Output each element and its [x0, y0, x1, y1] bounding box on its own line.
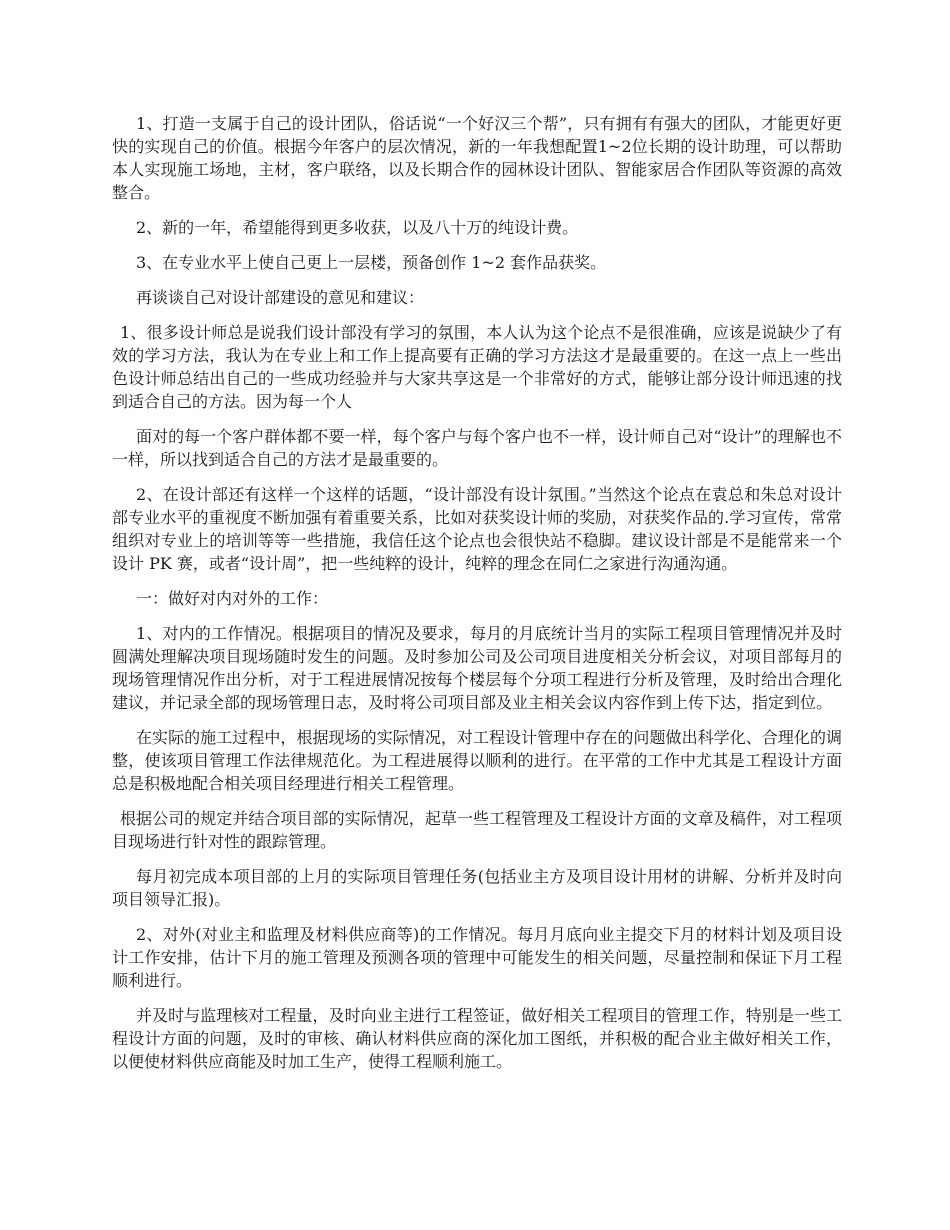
paragraph-suggestions-heading: 再谈谈自己对设计部建设的意见和建议： — [136, 288, 425, 307]
paragraph-award-goal: 3、在专业水平上使自己更上一层楼，预备创作 1~2 套作品获奖。 — [136, 253, 607, 272]
paragraph-client-groups: 面对的每一个客户群体都不要一样，每个客户与每个客户也不一样，设计师自己对“设计”的理解也不一样，所以找到适合自己的方法才是最重要的。 — [112, 427, 842, 469]
paragraph-internal-work: 1、对内的工作情况。根据项目的情况及要求，每月的月底统计当月的实际工程项目管理情况并及时圆满处理解决项目现场随时发生的问题。及时参加公司及公司项目进度相关分析会议，对项目部每月的现场管理情况作出分析，对于工程进展情况按每个楼层每个分项工程进行分析及管理，及时给出合理化建议，并记录全部的现场管理日志，及时将公司项目部及业主相关会议内容作到上传下达，指定到位。 — [112, 624, 842, 712]
paragraph-construction-process: 在实际的施工过程中，根据现场的实际情况，对工程设计管理中存在的问题做出科学化、合理化的调整，使该项目管理工作法律规范化。为工程进展得以顺利的进行。在平常的工作中尤其是工程设计方面总是积极地配合相关项目经理进行相关工程管理。 — [112, 728, 842, 793]
paragraph-supervision: 并及时与监理核对工程量，及时向业主进行工程签证，做好相关工程项目的管理工作，特别是一些工程设计方面的问题，及时的审核、确认材料供应商的深化加工图纸，并积极的配合业主做好相关工作，以便使材料供应商能及时加工生产，使得工程顺利施工。 — [112, 1006, 842, 1071]
paragraph-monthly-tasks: 每月初完成本项目部的上月的实际项目管理任务(包括业主方及项目设计用材的讲解、分析并及时向项目领导汇报)。 — [112, 867, 842, 909]
paragraph-team-building: 1、打造一支属于自己的设计团队，俗话说“一个好汉三个帮”，只有拥有有强大的团队，才能更好更快的实现自己的价值。根据今年客户的层次情况，新的一年我想配置1~2位长期的设计助理，可以帮助本人实现施工场地，主材，客户联络，以及长期合作的园林设计团队、智能家居合作团队等资源的高效整合。 — [112, 114, 842, 202]
paragraph-section-heading: 一：做好对内对外的工作： — [136, 589, 329, 608]
document-body — [112, 112, 842, 1085]
paragraph-external-work: 2、对外(对业主和监理及材料供应商等)的工作情况。每月月底向业主提交下月的材料计划及项目设计工作安排，估计下月的施工管理及预测各项的管理中可能发生的相关问题，尽量控制和保证下月工程顺利进行。 — [112, 925, 842, 990]
paragraph-learning-methods: 1、很多设计师总是说我们设计部没有学习的氛围，本人认为这个论点不是很准确，应该是说缺少了有效的学习方法，我认为在专业上和工作上提高要有正确的学习方法这才是最重要的。在这一点上一些出色设计师总结出自己的一些成功经验并与大家共享这是一个非常好的方式，能够让部分设计师迅速的找到适合自己的方法。因为每一个人 — [112, 323, 842, 411]
paragraph-company-rules: 根据公司的规定并结合项目部的实际情况，起草一些工程管理及工程设计方面的文章及稿件，对工程项目现场进行针对性的跟踪管理。 — [112, 809, 842, 851]
paragraph-design-fee-goal: 2、新的一年，希望能得到更多收获，以及八十万的纯设计费。 — [136, 218, 579, 237]
paragraph-design-atmosphere: 2、在设计部还有这样一个这样的话题，“设计部没有设计氛围。”当然这个论点在袁总和朱总对设计部专业水平的重视度不断加强有着重要关系，比如对获奖设计师的奖励，对获奖作品的.学习宣传，常常组织对专业上的培训等等一些措施，我信任这个论点也会很快站不稳脚。建议设计部是不是能常来一个设计 PK 赛，或者“设计周”，把一些纯粹的设计，纯粹的理念在同仁之家进行沟通沟通。 — [112, 485, 842, 573]
